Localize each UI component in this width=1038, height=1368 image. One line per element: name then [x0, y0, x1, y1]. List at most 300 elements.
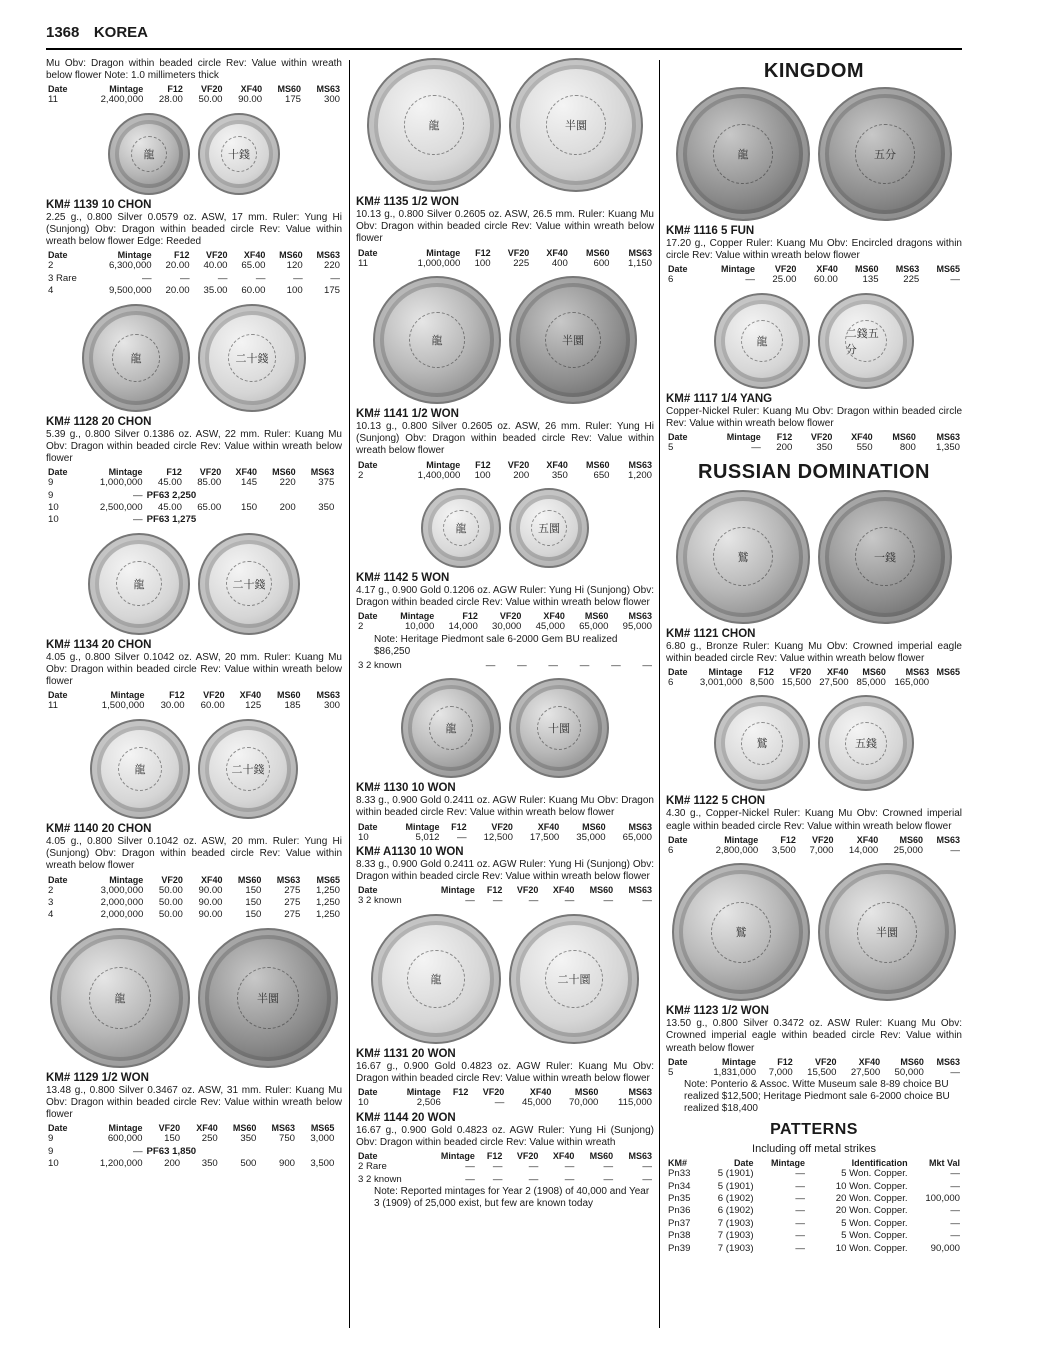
- price-table: [46, 1123, 342, 1170]
- column-header: MS60: [899, 834, 923, 845]
- table-cell: —: [603, 1161, 614, 1173]
- coin-reverse-image: [198, 113, 280, 195]
- column-header: Date: [668, 264, 688, 275]
- table-cell: 7 (1903): [717, 1217, 754, 1229]
- dragon-motif: 龍: [741, 320, 783, 362]
- table-cell: 10: [358, 831, 369, 843]
- table-cell: 600,000: [107, 1133, 143, 1145]
- eagle-motif: 鷲: [713, 527, 772, 586]
- coin-reverse-image: [509, 678, 609, 778]
- table-row: [46, 273, 342, 285]
- table-header-row: [666, 264, 962, 274]
- table-row: [666, 1193, 962, 1205]
- table-row: [666, 1230, 962, 1242]
- table-cell: —: [465, 1173, 475, 1185]
- table-cell: 3 Rare: [48, 272, 77, 284]
- km-number: KM# 1131 20 WON: [356, 1047, 456, 1060]
- column-header: MS60: [855, 264, 879, 275]
- km-number: KM# 1122 5 CHON: [666, 795, 766, 808]
- table-cell: —: [950, 1168, 960, 1180]
- entry-description: 4.05 g., 0.800 Silver 0.1042 oz. ASW, 20 mm. Ruler: Yung Hi (Sunjong) Obv: Dragon within beaded circle Rev: Value within wreath below flower: [46, 835, 342, 872]
- table-cell: 7 (1903): [717, 1242, 754, 1254]
- table-cell: 100: [474, 257, 491, 269]
- table-cell: —: [603, 1173, 614, 1185]
- table-cell: 5 Won. Copper.: [841, 1168, 908, 1180]
- table-cell: —: [950, 844, 960, 856]
- table-cell: 175: [323, 285, 340, 297]
- column-header: MS60: [892, 432, 916, 443]
- coin-obverse-image: [714, 695, 810, 791]
- column-header: XF40: [200, 874, 223, 885]
- table-row: [356, 621, 654, 633]
- table-cell: —: [528, 1161, 539, 1173]
- entry-description: 10.13 g., 0.800 Silver 0.2605 oz. ASW, 26 mm. Ruler: Yung Hi (Sunjong) Obv: Dragon within beaded circle Rev: Value within wreath below flower: [356, 421, 654, 457]
- column-header: F12: [776, 432, 793, 443]
- column-header: F12: [169, 690, 185, 701]
- coin-images: [666, 695, 962, 791]
- column-header: XF40: [552, 1151, 575, 1162]
- table-cell: 1,350: [935, 442, 960, 454]
- table-cell: 3,500: [310, 1158, 335, 1170]
- table-cell: 200: [279, 502, 296, 514]
- value-motif: 五分: [855, 124, 914, 183]
- table-cell: 1,000,000: [99, 477, 143, 489]
- coin-reverse-image: [818, 293, 914, 389]
- column-header: MS63: [936, 432, 960, 443]
- column-header: F12: [166, 467, 182, 478]
- table-cell: 35,000: [576, 831, 606, 843]
- table-cell: —: [330, 272, 340, 284]
- column-3: [666, 58, 962, 1255]
- column-header: MS60: [900, 1056, 924, 1067]
- column-header: Mkt Val: [928, 1158, 960, 1169]
- table-row: [46, 1146, 342, 1158]
- column-header: Mintage: [440, 1151, 475, 1162]
- table-cell: 60.00: [813, 274, 838, 286]
- table-cell: 9: [48, 489, 54, 501]
- table-row: [356, 1097, 654, 1109]
- table-row: [46, 1158, 342, 1170]
- column-header: MS63: [905, 667, 930, 678]
- table-header-row: [46, 1123, 342, 1133]
- coin-images: [46, 304, 342, 412]
- table-cell: 225: [513, 257, 530, 269]
- column-header: Mintage: [726, 432, 761, 443]
- table-cell: 12,500: [483, 831, 513, 843]
- table-cell: 9: [48, 1145, 54, 1157]
- table-cell: 20.00: [165, 260, 190, 272]
- table-cell: 30.00: [160, 700, 185, 712]
- table-cell: —: [255, 272, 266, 284]
- column-header: F12: [451, 821, 467, 832]
- table-row: [666, 1205, 962, 1217]
- column-header: XF40: [243, 250, 266, 261]
- column-header: MS63: [316, 690, 340, 701]
- page-number: 1368: [46, 24, 80, 41]
- column-header: Date: [668, 1056, 688, 1067]
- table-header-row: [356, 1151, 654, 1161]
- table-cell: —: [745, 274, 755, 286]
- table-cell: 6 (1902): [717, 1193, 754, 1205]
- column-header: Mintage: [109, 874, 144, 885]
- coin-obverse-image: [82, 304, 190, 412]
- table-cell: Pn36: [668, 1205, 691, 1217]
- column-header: Date: [358, 1087, 378, 1098]
- table-cell: 1,250: [315, 896, 340, 908]
- coin-reverse-image: [198, 533, 300, 635]
- table-cell: Pn38: [668, 1230, 691, 1242]
- table-cell: —: [142, 272, 152, 284]
- column-header: Mintage: [426, 459, 461, 470]
- column-header: Date: [668, 667, 688, 678]
- table-cell: 2: [358, 469, 364, 481]
- table-cell: 220: [323, 260, 340, 272]
- table-cell: —: [492, 1173, 503, 1185]
- table-cell: 120: [286, 260, 303, 272]
- column-header: F12: [475, 459, 491, 470]
- column-header: MS60: [589, 885, 614, 896]
- column-header: MS63: [628, 1087, 652, 1098]
- entry-description: 16.67 g., 0.900 Gold 0.4823 oz. AGW Ruler: Kuang Mu Obv: Dragon within beaded circle Rev: Value within wreath below flower: [356, 1060, 654, 1085]
- table-cell: 10: [48, 502, 59, 514]
- table-cell: Pn35: [668, 1193, 691, 1205]
- table-cell: 15,500: [781, 677, 812, 689]
- table-header-row: [356, 885, 654, 895]
- table-cell: 6,300,000: [108, 260, 152, 272]
- catalog-entry: [356, 846, 654, 908]
- table-header-row: [666, 1158, 962, 1168]
- column-header: MS60: [277, 84, 302, 95]
- table-cell: 90,000: [930, 1242, 960, 1254]
- table-cell: —: [492, 1161, 503, 1173]
- table-row: [46, 260, 342, 272]
- column-header: XF40: [858, 1056, 881, 1067]
- table-row: [356, 1161, 654, 1173]
- table-cell: 275: [284, 896, 301, 908]
- table-cell: [259, 490, 298, 502]
- column-header: Date: [734, 1158, 754, 1169]
- table-row: [46, 285, 342, 297]
- table-cell: 275: [284, 884, 301, 896]
- table-cell: 150: [245, 884, 262, 896]
- column-header: Mintage: [708, 667, 743, 678]
- entry-description: Mu Obv: Dragon within beaded circle Rev: Value within wreath below flower Note: 1.0 millimeters thick: [46, 58, 342, 82]
- catalog-entry: [666, 393, 962, 455]
- patterns-table: [666, 1158, 962, 1255]
- table-cell: 7,000: [768, 1066, 793, 1078]
- table-cell: 5,012: [415, 831, 440, 843]
- table-cell: 50.00: [198, 94, 223, 106]
- table-cell: 200: [776, 442, 793, 454]
- dragon-motif: 龍: [409, 312, 466, 369]
- km-number: KM# 1140 20 CHON: [46, 822, 152, 835]
- table-cell: 350: [318, 502, 335, 514]
- km-number: KM# 1141 1/2 WON: [356, 408, 459, 421]
- column-header: MS65: [936, 264, 960, 275]
- table-row: [46, 700, 342, 712]
- coin-images: [356, 276, 654, 404]
- table-cell: 200: [164, 1158, 181, 1170]
- column-header: VF20: [158, 1123, 181, 1134]
- column-divider: [659, 60, 660, 1328]
- table-cell: 17,500: [529, 831, 560, 843]
- table-cell: [298, 490, 337, 502]
- table-cell: 1,200,000: [99, 1158, 143, 1170]
- table-row: [666, 1067, 962, 1079]
- column-header: Mintage: [440, 885, 475, 896]
- column-header: MS63: [895, 264, 920, 275]
- table-cell: 60.00: [200, 700, 225, 712]
- table-cell: 350: [551, 469, 568, 481]
- entry-description: 4.05 g., 0.800 Silver 0.1042 oz. ASW, 20 mm. Ruler: Kuang Mu Obv: Dragon within beaded circle Rev: Value within wreath below flower: [46, 651, 342, 688]
- table-header-row: [356, 248, 654, 258]
- table-cell: 50.00: [158, 884, 183, 896]
- price-table: [356, 1087, 654, 1109]
- table-header-row: [666, 1057, 962, 1067]
- table-cell: 90.00: [198, 896, 223, 908]
- km-number: KM# 1116 5 FUN: [666, 225, 755, 237]
- table-cell: 20 Won. Copper.: [835, 1193, 908, 1205]
- km-number: KM# 1130 10 WON: [356, 782, 456, 795]
- table-cell: —: [795, 1242, 805, 1254]
- table-row: [46, 909, 342, 921]
- coin-reverse-image: [818, 490, 952, 624]
- table-header-row: [46, 690, 342, 700]
- coin-obverse-image: [672, 863, 810, 1001]
- catalog-entry: [356, 196, 654, 270]
- table-row: [46, 502, 342, 514]
- dragon-motif: 龍: [116, 561, 161, 606]
- catalog-entry: [356, 1048, 654, 1110]
- table-cell: [223, 490, 259, 502]
- dragon-motif: 龍: [443, 510, 478, 545]
- price-table: [356, 460, 654, 482]
- column-header: MS60: [277, 690, 301, 701]
- table-cell: 1,500,000: [101, 700, 145, 712]
- coin-reverse-image: [818, 863, 956, 1001]
- column-header: MS60: [272, 467, 296, 478]
- table-header-row: [356, 460, 654, 470]
- table-cell: 5 (1901): [717, 1180, 754, 1192]
- table-cell: 85,000: [856, 677, 886, 689]
- value-motif: 二十錢: [228, 334, 276, 382]
- km-number: KM# 1117 1/4 YANG: [666, 392, 773, 405]
- table-cell: 30,000: [492, 621, 522, 633]
- table-cell: 2 Rare: [358, 1161, 387, 1173]
- table-cell: 165,000: [894, 677, 930, 689]
- table-cell: [259, 514, 298, 526]
- dragon-motif: 龍: [89, 967, 151, 1029]
- column-header: MS63: [628, 247, 652, 258]
- table-cell: 5: [668, 442, 674, 454]
- column-header: Mintage: [400, 611, 435, 622]
- catalog-entry: [356, 408, 654, 482]
- column-header: Date: [48, 467, 68, 478]
- coin-images: [46, 719, 342, 819]
- eagle-motif: 鷲: [711, 902, 772, 963]
- catalog-entry: [356, 572, 654, 672]
- coin-images: [666, 490, 962, 624]
- price-table: [46, 250, 342, 297]
- column-header: Mintage: [405, 821, 440, 832]
- column-header: VF20: [203, 690, 225, 701]
- table-cell: —: [751, 442, 761, 454]
- table-cell: 28.00: [158, 94, 183, 106]
- column-header: Date: [48, 84, 68, 95]
- table-cell: 65.00: [197, 502, 222, 514]
- table-cell: 220: [279, 477, 296, 489]
- table-cell: 100: [474, 469, 491, 481]
- column-header: XF40: [240, 84, 263, 95]
- table-row: [46, 1133, 342, 1145]
- table-cell: 2,400,000: [100, 94, 144, 106]
- column-header: Mintage: [770, 1158, 805, 1169]
- column-header: Mintage: [117, 250, 152, 261]
- table-cell: 9: [48, 477, 54, 489]
- entry-note: Note: Heritage Piedmont sale 6-2000 Gem BU realized $86,250: [374, 633, 618, 657]
- table-cell: 1,200: [627, 469, 652, 481]
- column-header: MS63: [628, 611, 652, 622]
- column-header: MS60: [589, 1151, 614, 1162]
- table-cell: 550: [856, 442, 873, 454]
- coin-obverse-image: [50, 928, 190, 1068]
- section-title-patterns: PATTERNS: [770, 1121, 858, 1139]
- dragon-motif: 龍: [112, 334, 160, 382]
- column-header: MS63: [936, 1056, 960, 1067]
- value-motif: 半圜: [546, 95, 605, 154]
- column-header: F12: [475, 247, 491, 258]
- entry-description: 6.80 g., Bronze Ruler: Kuang Mu Obv: Crowned imperial eagle within beaded circle Rev: Value within wreath below flower: [666, 640, 962, 664]
- price-table: [46, 690, 342, 712]
- column-divider: [349, 60, 350, 1328]
- column-header: VF20: [774, 264, 797, 275]
- table-cell: [258, 1146, 297, 1158]
- table-cell: 175: [285, 94, 302, 106]
- column-2: [356, 58, 654, 1216]
- price-table: [356, 660, 654, 672]
- table-row: [666, 274, 962, 286]
- table-cell: —: [517, 659, 527, 671]
- coin-obverse-image: [88, 533, 190, 635]
- catalog-entry: [356, 782, 654, 844]
- table-row: [356, 470, 654, 482]
- km-number: KM# 1123 1/2 WON: [666, 1005, 769, 1018]
- value-motif: 十錢: [221, 136, 257, 172]
- entry-description: Copper-Nickel Ruler: Kuang Mu Obv: Dragon within beaded circle Rev: Value within wreath below flower: [666, 405, 962, 430]
- table-cell: 5: [668, 1066, 674, 1078]
- table-cell: 1,250: [315, 909, 340, 921]
- table-cell: [298, 514, 337, 526]
- table-cell: Pn39: [668, 1242, 691, 1254]
- column-header: XF40: [816, 264, 838, 275]
- entry-description: 13.50 g., 0.800 Silver 0.3472 oz. ASW Ruler: Kuang Mu Obv: Crowned imperial eagle within beaded circle Rev: Value within wreath below flower: [666, 1018, 962, 1054]
- column-header: Mintage: [724, 834, 759, 845]
- catalog-entry: [46, 639, 342, 713]
- table-cell: 500: [240, 1158, 257, 1170]
- table-cell: —: [950, 1230, 960, 1242]
- dragon-motif: 龍: [404, 95, 463, 154]
- coin-reverse-image: [198, 928, 338, 1068]
- table-row: [666, 677, 962, 689]
- coin-images: [356, 914, 654, 1044]
- table-cell: —: [950, 1066, 960, 1078]
- value-motif: 五圜: [531, 510, 566, 545]
- column-header: XF40: [537, 821, 560, 832]
- column-header: MS60: [237, 874, 262, 885]
- table-cell: —: [642, 659, 652, 671]
- table-cell: —: [795, 1168, 805, 1180]
- table-cell: 14,000: [848, 844, 879, 856]
- table-cell: 750: [279, 1133, 296, 1145]
- table-cell: [336, 514, 342, 526]
- table-cell: 125: [245, 700, 262, 712]
- km-number: KM# 1121 CHON: [666, 627, 756, 640]
- table-cell: 1,250: [315, 884, 340, 896]
- table-cell: 400: [551, 257, 568, 269]
- table-row: [666, 1181, 962, 1193]
- table-row: [46, 94, 342, 106]
- catalog-entry: [666, 225, 962, 287]
- column-header: Identification: [851, 1158, 908, 1169]
- entry-description: 8.33 g., 0.900 Gold 0.2411 oz. AGW Ruler: Yung Hi (Sunjong) Obv: Dragon within beaded circle Rev: Value within wreath below flower: [356, 859, 654, 883]
- table-cell: 9,500,000: [108, 285, 152, 297]
- column-header: Date: [48, 874, 68, 885]
- value-motif: 一錢: [855, 527, 914, 586]
- value-motif: 半圜: [857, 902, 918, 963]
- column-header: XF40: [235, 467, 258, 478]
- table-row: [356, 895, 654, 907]
- table-cell: —: [950, 1217, 960, 1229]
- table-cell: 90.00: [198, 909, 223, 921]
- column-header: MS63: [628, 821, 652, 832]
- column-header: Date: [48, 250, 68, 261]
- coin-reverse-image: [509, 914, 639, 1044]
- table-cell: 65.00: [241, 260, 266, 272]
- table-cell: 6 (1902): [717, 1205, 754, 1217]
- column-1: [46, 58, 342, 1177]
- table-cell: [931, 677, 962, 689]
- catalog-entry: [666, 628, 962, 690]
- price-table: [356, 611, 654, 633]
- column-header: VF20: [491, 821, 513, 832]
- page-header: [46, 24, 962, 50]
- table-row: [666, 845, 962, 857]
- column-header: Date: [668, 432, 688, 443]
- column-header: Mintage: [426, 247, 461, 258]
- table-cell: —: [579, 659, 590, 671]
- table-header-row: [46, 84, 342, 94]
- table-cell: 4: [48, 285, 54, 297]
- table-cell: 10 Won. Copper.: [835, 1180, 908, 1192]
- table-cell: 27,500: [850, 1066, 881, 1078]
- catalog-entry: [46, 1072, 342, 1171]
- table-row: [356, 1174, 654, 1186]
- price-table: [46, 84, 342, 106]
- table-cell: 3,001,000: [699, 677, 743, 689]
- column-header: VF20: [482, 1087, 505, 1098]
- column-header: VF20: [507, 247, 530, 258]
- table-header-row: [356, 1087, 654, 1097]
- price-table: [666, 1057, 962, 1079]
- table-cell: —: [611, 659, 621, 671]
- column-header: VF20: [810, 432, 833, 443]
- table-cell: 200: [513, 469, 530, 481]
- table-cell: —: [795, 1217, 805, 1229]
- table-cell: 2,506: [416, 1097, 441, 1109]
- value-motif: 半圜: [237, 967, 299, 1029]
- table-cell: 900: [279, 1158, 296, 1170]
- column-header: Date: [358, 459, 378, 470]
